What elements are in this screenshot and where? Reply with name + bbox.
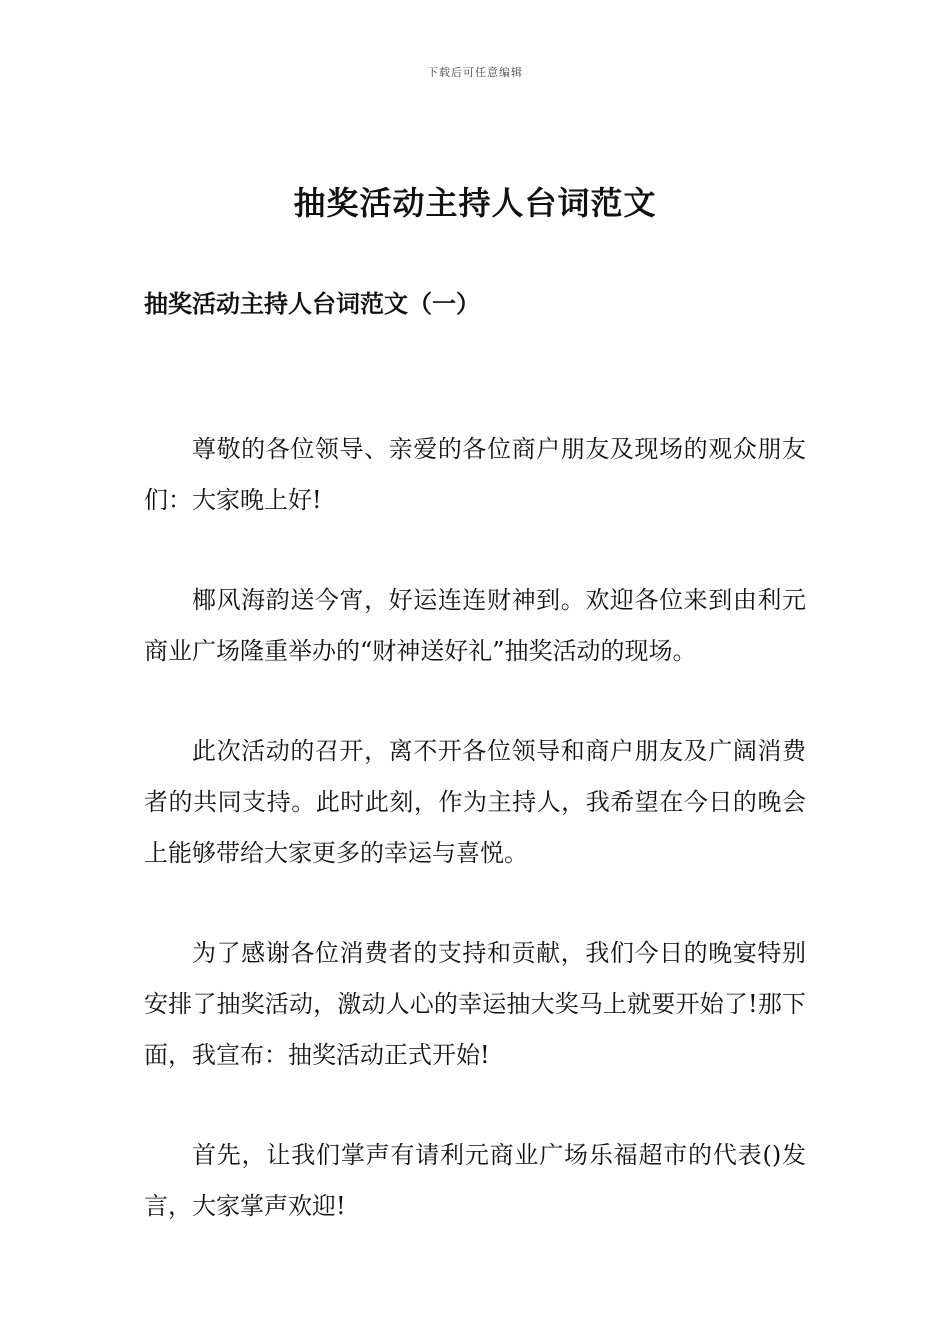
paragraph-support: 此次活动的召开，离不开各位领导和商户朋友及广阔消费者的共同支持。此时此刻，作为主持人，我希望在今日的晚会上能够带给大家更多的幸运与喜悦。 xyxy=(144,737,806,867)
page-header-note: 下载后可任意编辑 xyxy=(427,66,523,79)
document-title: 抽奖活动主持人台词范文 xyxy=(293,184,657,222)
paragraph-welcome: 椰风海韵送今宵，好运连连财神到。欢迎各位来到由利元商业广场隆重举办的“财神送好礼”抽奖活动的现场。 xyxy=(144,586,806,665)
document-body xyxy=(144,424,806,1281)
section-heading: 抽奖活动主持人台词范文（一） xyxy=(144,289,480,318)
paragraph-greeting: 尊敬的各位领导、亲爱的各位商户朋友及现场的观众朋友们：大家晚上好! xyxy=(144,435,806,514)
paragraph-lottery-start: 为了感谢各位消费者的支持和贡献，我们今日的晚宴特别安排了抽奖活动，激动人心的幸运抽大奖马上就要开始了!那下面，我宣布：抽奖活动正式开始! xyxy=(144,939,806,1069)
paragraph-speaker-intro: 首先，让我们掌声有请利元商业广场乐福超市的代表()发言，大家掌声欢迎! xyxy=(144,1141,806,1220)
